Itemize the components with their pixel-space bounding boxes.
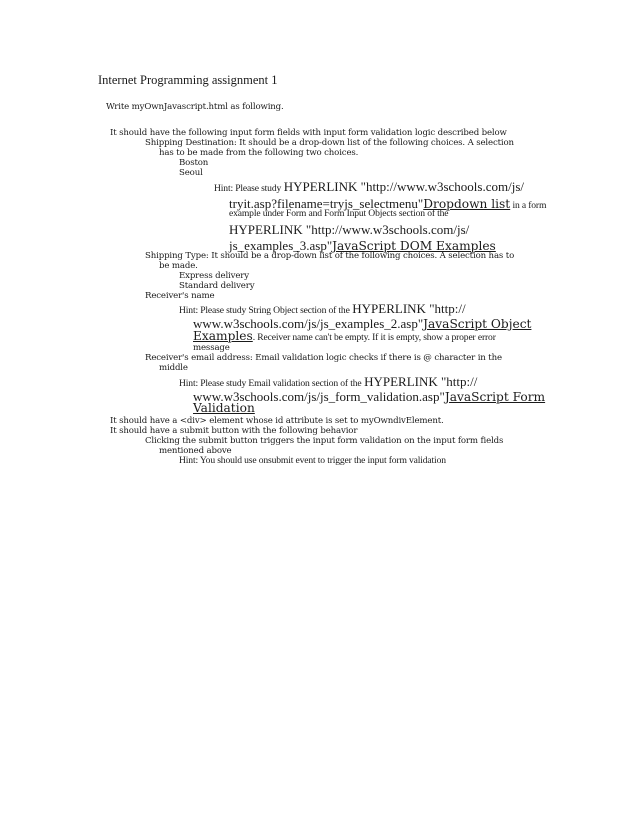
hint1-form-objects-text: example under Form and Form Input Objects section of the [229, 208, 449, 219]
hint3-hyperlink-field-1: HYPERLINK "http:// [364, 374, 478, 389]
hint1-hyperlink-field-3: HYPERLINK "http://www.w3schools.com/js/ [229, 222, 470, 237]
requirement-div-element: It should have a <div> element whose id attribute is set to myOwndivElement. [110, 416, 444, 426]
link-dropdown-list[interactable]: Dropdown list [423, 197, 511, 211]
choice-boston: Boston [179, 158, 209, 168]
doc-title: Internet Programming assignment 1 [98, 73, 278, 87]
link-javascript-form-validation-cont[interactable]: Validation [193, 401, 255, 415]
hint2-tail: . Receiver name can't be empty. If it is empty, show a proper error [252, 332, 496, 343]
hint1-hyperlink-field-4: js_examples_3.asp" [229, 238, 333, 253]
shipping-type-line-1: Shipping Type: It should be a drop-down list of the following choices. A selection has to [145, 251, 515, 261]
hint2-hyperlink-field-2: www.w3schools.com/js/js_examples_2.asp" [193, 316, 424, 331]
link-javascript-object-examples-cont[interactable]: Examples [193, 329, 253, 343]
hint2-prefix: Hint: Please study String Object section of the [179, 305, 350, 316]
hint1-hyperlink-field-1: HYPERLINK "http://www.w3schools.com/js/ [283, 179, 524, 194]
hint3-hyperlink-field-2: www.w3schools.com/js/js_form_validation.asp" [193, 389, 445, 404]
choice-seoul: Seoul [179, 168, 203, 178]
hint2-hyperlink-field-1: HYPERLINK "http:// [352, 301, 466, 316]
hint1-tail: in a form [510, 200, 547, 211]
choice-express-delivery: Express delivery [179, 271, 249, 281]
submit-line-2: mentioned above [159, 446, 232, 456]
hint1-line-3 [229, 209, 448, 219]
hint2-line-3 [193, 331, 496, 343]
hint4-line [179, 456, 446, 466]
receiver-name-line: Receiver's name [145, 291, 215, 301]
requirement-submit-button: It should have a submit button with the following behavior [110, 426, 358, 436]
shipping-destination-line-2: has to be made from the following two choices. [159, 148, 359, 158]
hint3-line-1 [179, 374, 477, 390]
link-javascript-dom-examples[interactable]: JavaScript DOM Examples [332, 239, 496, 253]
hint1-line-4 [229, 222, 469, 238]
hint3-line-3 [193, 403, 255, 415]
link-javascript-form-validation[interactable]: JavaScript Form [444, 390, 546, 404]
shipping-type-line-2: be made. [159, 261, 198, 271]
hint3-prefix: Hint: Please study Email validation section of the [179, 378, 362, 389]
hint1-hyperlink-field-2: tryit.asp?filename=tryjs_selectmenu" [229, 196, 424, 211]
email-line-1: Receiver's email address: Email validation logic checks if there is @ character in the [145, 353, 502, 363]
choice-standard-delivery: Standard delivery [179, 281, 255, 291]
shipping-destination-line-1: Shipping Destination: It should be a drop-down list of the following choices. A selection [145, 138, 514, 148]
intro-line: Write myOwnJavascript.html as following. [106, 102, 284, 112]
hint2-line-4: message [193, 343, 230, 353]
email-line-2: middle [159, 363, 188, 373]
hint2-line-1 [179, 301, 466, 317]
hint4-text: Hint: You should use onsubmit event to trigger the input form validation [179, 455, 446, 466]
submit-line-1: Clicking the submit button triggers the input form validation on the input form fields [145, 436, 504, 446]
hint1-line-1 [214, 179, 524, 195]
requirement-form-fields: It should have the following input form fields with input form validation logic described below [110, 128, 507, 138]
hint1-prefix: Hint: Please study [214, 183, 282, 194]
link-javascript-object-examples[interactable]: JavaScript Object [423, 317, 532, 331]
